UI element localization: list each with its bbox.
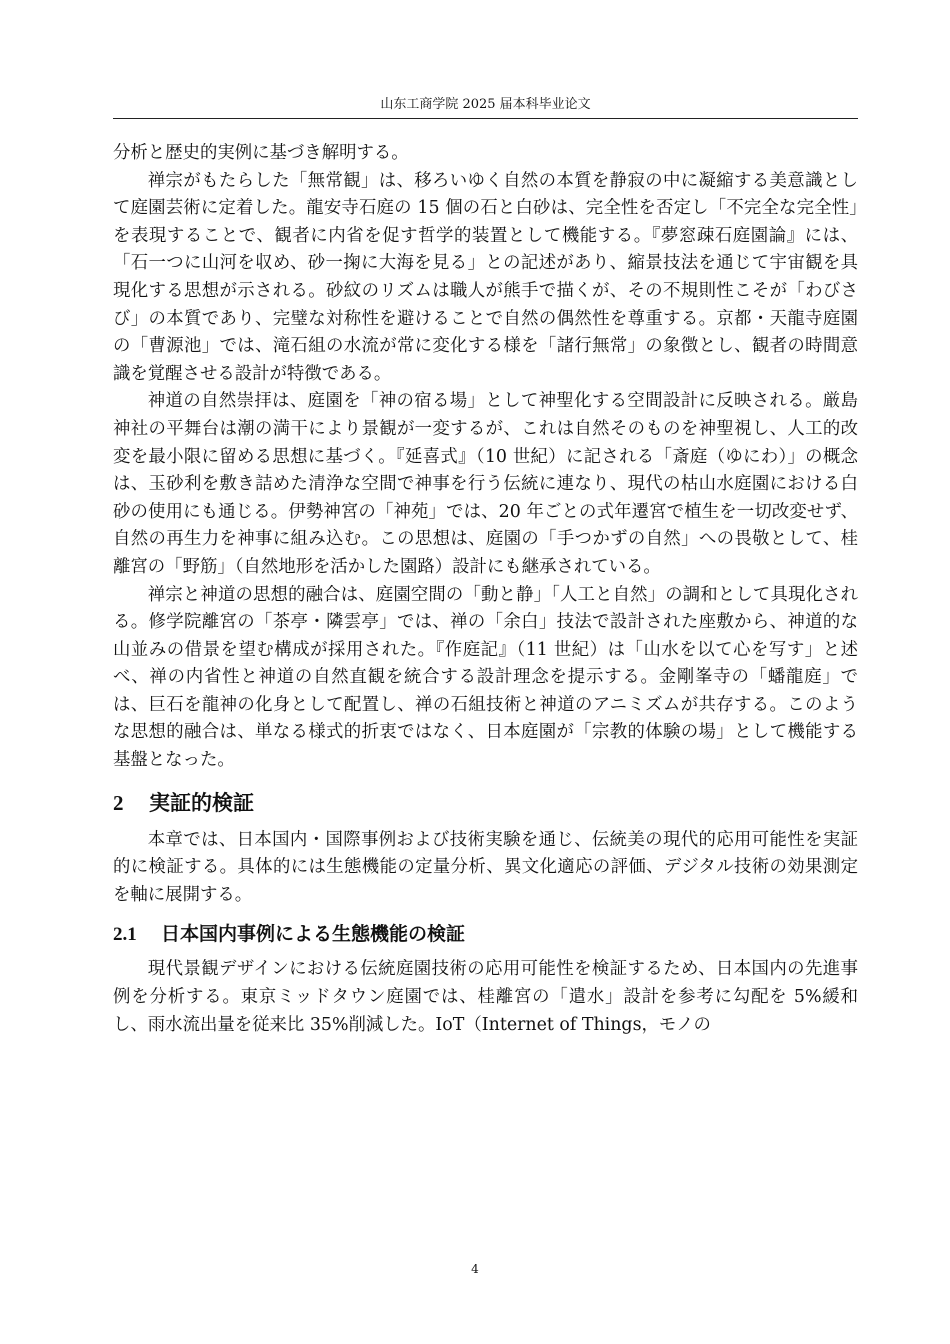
subsection-2-1-text: 現代景観デザインにおける伝統庭園技術の応用可能性を検証するため、日本国内の先進事例を分析する。東京ミッドタウン庭園では、桂離宮の「遣水」設計を参考に勾配を 5%緩和し、雨水流出量を従来比 35%削減した。IoT（Internet of Things，モノの [113, 959, 858, 1035]
paragraph-zen: 禅宗がもたらした「無常観」は、移ろいゆく自然の本質を静寂の中に凝縮する美意識として庭園芸術に定着した。龍安寺石庭の 15 個の石と白砂は、完全性を否定し「不完全な完全性」を表現することで、観者に内省を促す哲学的装置として機能する。『夢窓疎石庭園論』には、「石一つに山河を収め、砂一掬に大海を見る」との記述があり、縮景技法を通じて宇宙観を具現化する思想が示される。砂紋のリズムは職人が熊手で描くが、その不規則性こそが「わびさび」の本質であり、完璧な対称性を避けることで自然の偶然性を尊重する。京都・天龍寺庭園の「曹源池」では、滝石組の水流が常に変化する様を「諸行無常」の象徴とし、観者の時間意識を覚醒させる設計が特徴である。 [113, 170, 858, 384]
subsection-heading-2-1 [113, 921, 858, 948]
subsection-title: 日本国内事例による生態機能の検証 [161, 923, 466, 946]
paragraph-fusion: 禅宗と神道の思想的融合は、庭園空間の「動と静」「人工と自然」の調和として具現化される。修学院離宮の「茶亭・隣雲亭」では、禅の「余白」技法で設計された座敷から、神道的な山並みの借景を望む構成が採用された。『作庭記』（11 世紀）は「山水を以て心を写す」と述べ、禅の内省性と神道の自然直観を統合する設計理念を提示する。金剛峯寺の「蟠龍庭」では、巨石を龍神の化身として配置し、禅の石組技術と神道のアニミズムが共存する。このような思想的融合は、単なる様式的折衷ではなく、日本庭園が「宗教的体験の場」として機能する基盤となった。 [113, 584, 858, 771]
section-title: 実証的検証 [149, 790, 254, 815]
paragraph-shinto: 神道の自然崇拝は、庭園を「神の宿る場」として神聖化する空間設計に反映される。厳島神社の平舞台は潮の満干により景観が一変するが、これは自然そのものを神聖視し、人工的改変を最小限に留める思想に基づく。『延喜式』（10 世紀）に記される「斎庭（ゆにわ）」の概念は、玉砂利を敷き詰めた清浄な空間で神事を行う伝統に連なり、現代の枯山水庭園における白砂の使用にも通じる。伊勢神宮の「神苑」では、20 年ごとの式年遷宮で植生を一切改変せず、自然の再生力を神事に組み込む。この思想は、庭園の「手つかずの自然」への畏敬として、桂離宮の「野筋」（自然地形を活かした園路）設計にも継承されている。 [113, 391, 858, 577]
document-body [113, 140, 858, 1039]
page-header [113, 96, 858, 119]
section-heading-2 [113, 789, 858, 817]
paragraph-continuation: 分析と歴史的実例に基づき解明する。 [113, 143, 409, 163]
page-number: 4 [471, 1262, 479, 1276]
subsection-number: 2.1 [113, 924, 137, 946]
header-title: 山东工商学院 2025 届本科毕业论文 [380, 97, 591, 112]
section-number: 2 [113, 790, 124, 815]
section-2-intro: 本章では、日本国内・国際事例および技術実験を通じ、伝統美の現代的応用可能性を実証的に検証する。具体的には生態機能の定量分析、異文化適応の評価、デジタル技術の効果測定を軸に展開する。 [113, 829, 858, 905]
page-footer [0, 1262, 950, 1276]
